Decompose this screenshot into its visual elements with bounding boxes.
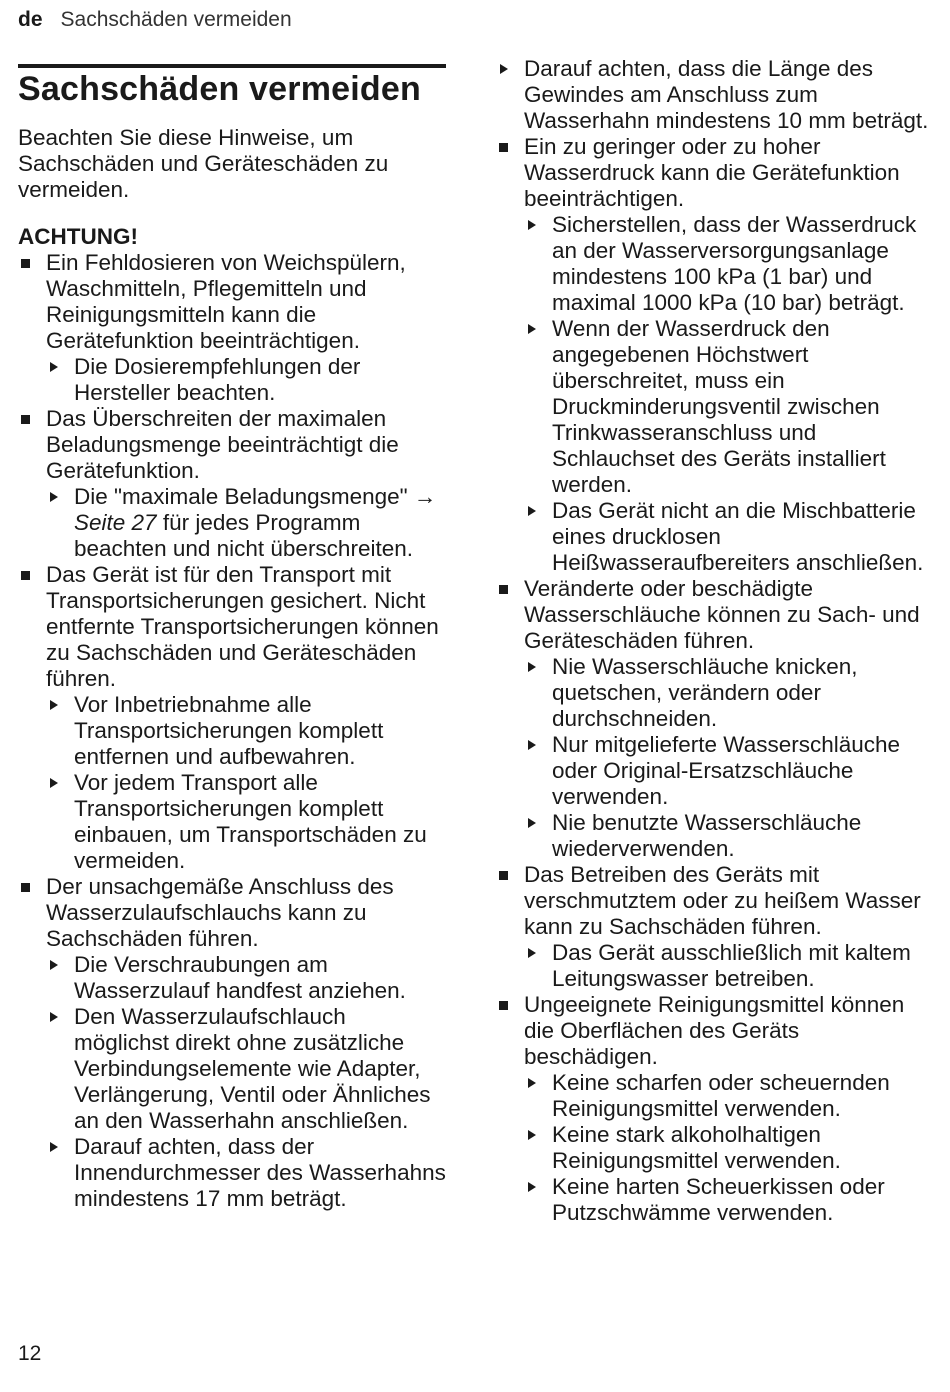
bullet-square-icon <box>499 585 508 594</box>
step-item: Die Verschraubungen am Wasserzulauf handfest anziehen. <box>46 952 446 1004</box>
step-arrow-icon <box>50 700 58 710</box>
page-reference-link[interactable]: Seite 27 <box>74 510 157 535</box>
cross-reference-arrow-icon: → <box>413 484 437 509</box>
step-arrow-icon <box>528 662 536 672</box>
step-arrow-icon <box>528 324 536 334</box>
bullet-square-icon <box>21 883 30 892</box>
title-rule <box>18 64 446 68</box>
bullet-square-icon <box>21 259 30 268</box>
list-item: Veränderte oder beschädigte Wasserschläuche können zu Sach- und Geräteschäden führen. Nie Wasserschläuche knicken, quetschen, verändern oder durchschneiden. Nur mitgelieferte Wasserschläuche oder Original-Ersatzschläuche verwenden. Nie benutzte Wasserschläuche wiederverwenden. <box>496 576 936 862</box>
right-column <box>496 56 936 1226</box>
intro-text: Beachten Sie diese Hinweise, um Sachschäden und Geräteschäden zu vermeiden. <box>18 125 389 202</box>
page-number: 12 <box>18 1342 42 1365</box>
list-item: Das Überschreiten der maximalen Beladungsmenge beeinträchtigt die Gerätefunktion. Die "maximale Beladungsmenge" → Seite 27 für jedes Programm beachten und nicht überschreiten. <box>18 406 446 562</box>
step-item: Keine harten Scheuerkissen oder Putzschwämme verwenden. <box>524 1174 936 1226</box>
list-item: Ein Fehldosieren von Weichspülern, Waschmitteln, Pflegemitteln und Reinigungsmitteln kann die Gerätefunktion beeinträchtigen. Die Dosierempfehlungen der Hersteller beachten. <box>18 250 446 406</box>
continued-steps <box>496 56 936 134</box>
step-item: Den Wasserzulaufschlauch möglichst direkt ohne zusätzliche Verbindungselemente wie Adapter, Verlängerung, Ventil oder Ähnliches an den Wasserhahn anschließen. <box>46 1004 446 1134</box>
step-item: Sicherstellen, dass der Wasserdruck an der Wasserversorgungsanlage mindestens 100 kPa (1 bar) und maximal 1000 kPa (10 bar) beträgt. <box>524 212 936 316</box>
step-arrow-icon <box>528 1130 536 1140</box>
step-arrow-icon <box>528 1078 536 1088</box>
step-arrow-icon <box>50 362 58 372</box>
list-item: Der unsachgemäße Anschluss des Wasserzulaufschlauchs kann zu Sachschäden führen. Die Verschraubungen am Wasserzulauf handfest anziehen. Den Wasserzulaufschlauch möglichst direkt ohne zusätzliche Verbindungselemente wie Adapter, Verlängerung, Ventil oder Ähnliches an den Wasserhahn anschließen. Darauf achten, dass der Innendurchmesser des Wasserhahns mindestens 17 mm beträgt. <box>18 874 446 1212</box>
step-item: Wenn der Wasserdruck den angegebenen Höchstwert überschreitet, muss ein Druckminderungsventil zwischen Trinkwasseranschluss und Schlauchset des Geräts installiert werden. <box>524 316 936 498</box>
step-arrow-icon <box>528 818 536 828</box>
step-arrow-icon <box>50 778 58 788</box>
warning-label: ACHTUNG! <box>18 224 138 249</box>
page-title: Sachschäden vermeiden <box>18 70 421 108</box>
step-item: Das Gerät nicht an die Mischbatterie eines drucklosen Heißwasseraufbereiters anschließen. <box>524 498 936 576</box>
header-section-title: Sachschäden vermeiden <box>60 8 292 31</box>
step-arrow-icon <box>50 1142 58 1152</box>
step-arrow-icon <box>500 64 508 74</box>
step-item: Nie Wasserschläuche knicken, quetschen, verändern oder durchschneiden. <box>524 654 936 732</box>
step-arrow-icon <box>50 1012 58 1022</box>
bullet-square-icon <box>499 1001 508 1010</box>
step-item: Vor Inbetriebnahme alle Transportsicherungen komplett entfernen und aufbewahren. <box>46 692 446 770</box>
list-item: Das Gerät ist für den Transport mit Transportsicherungen gesichert. Nicht entfernte Transportsicherungen können zu Sachschäden und Geräteschäden führen. Vor Inbetriebnahme alle Transportsicherungen komplett entfernen und aufbewahren. Vor jedem Transport alle Transportsicherungen komplett einbauen, um Transportschäden zu vermeiden. <box>18 562 446 874</box>
step-item: Nie benutzte Wasserschläuche wiederverwenden. <box>524 810 936 862</box>
step-item: Die Dosierempfehlungen der Hersteller beachten. <box>46 354 446 406</box>
step-item: Darauf achten, dass der Innendurchmesser des Wasserhahns mindestens 17 mm beträgt. <box>46 1134 446 1212</box>
bullet-square-icon <box>21 415 30 424</box>
step-item: Das Gerät ausschließlich mit kaltem Leitungswasser betreiben. <box>524 940 936 992</box>
list-item: Ein zu geringer oder zu hoher Wasserdruck kann die Gerätefunktion beeinträchtigen. Sicherstellen, dass der Wasserdruck an der Wasserversorgungsanlage mindestens 100 kPa (1 bar) und maximal 1000 kPa (10 bar) beträgt. Wenn der Wasserdruck den angegebenen Höchstwert überschreitet, muss ein Druckminderungsventil zwischen Trinkwasseranschluss und Schlauchset des Geräts installiert werden. Das Gerät nicht an die Mischbatterie eines drucklosen Heißwasseraufbereiters anschließen. <box>496 134 936 576</box>
bullet-square-icon <box>499 871 508 880</box>
step-arrow-icon <box>528 1182 536 1192</box>
step-item: Keine scharfen oder scheuernden Reinigungsmittel verwenden. <box>524 1070 936 1122</box>
step-item: Die "maximale Beladungsmenge" → Seite 27 für jedes Programm beachten und nicht überschreiten. <box>46 484 446 562</box>
step-item: Keine stark alkoholhaltigen Reinigungsmittel verwenden. <box>524 1122 936 1174</box>
step-item: Vor jedem Transport alle Transportsicherungen komplett einbauen, um Transportschäden zu vermeiden. <box>46 770 446 874</box>
running-header <box>18 8 292 32</box>
step-item: Darauf achten, dass die Länge des Gewindes am Anschluss zum Wasserhahn mindestens 10 mm beträgt. <box>496 56 936 134</box>
language-code: de <box>18 8 43 31</box>
bullet-square-icon <box>21 571 30 580</box>
step-arrow-icon <box>50 960 58 970</box>
bullet-square-icon <box>499 143 508 152</box>
step-arrow-icon <box>528 948 536 958</box>
step-item: Nur mitgelieferte Wasserschläuche oder Original-Ersatzschläuche verwenden. <box>524 732 936 810</box>
right-item-list <box>496 134 936 1226</box>
step-arrow-icon <box>528 740 536 750</box>
left-item-list <box>18 250 446 1212</box>
list-item: Das Betreiben des Geräts mit verschmutztem oder zu heißem Wasser kann zu Sachschäden führen. Das Gerät ausschließlich mit kaltem Leitungswasser betreiben. <box>496 862 936 992</box>
step-arrow-icon <box>528 506 536 516</box>
step-arrow-icon <box>50 492 58 502</box>
list-item: Ungeeignete Reinigungsmittel können die Oberflächen des Geräts beschädigen. Keine scharfen oder scheuernden Reinigungsmittel verwenden. Keine stark alkoholhaltigen Reinigungsmittel verwenden. Keine harten Scheuerkissen oder Putzschwämme verwenden. <box>496 992 936 1226</box>
left-column <box>18 224 446 1212</box>
step-arrow-icon <box>528 220 536 230</box>
